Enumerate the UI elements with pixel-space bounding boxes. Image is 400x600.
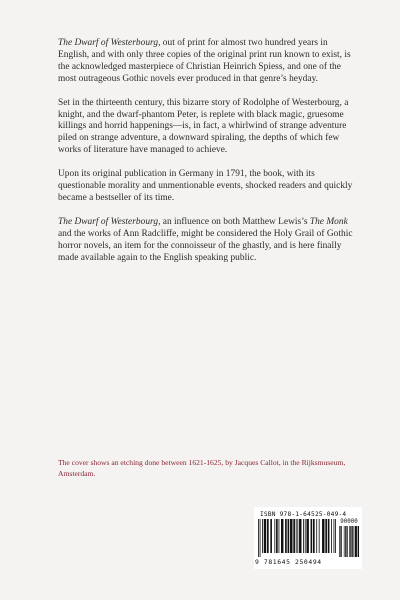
isbn-label: ISBN 978-1-64525-049-4 — [260, 511, 347, 518]
price-addon-digits: 90000 — [340, 519, 358, 525]
book-title: The Dwarf of Westerbourg — [58, 216, 159, 227]
paragraph-text: and the works of Ann Radcliffe, might be considered the Holy Grail of Gothic horror novels, an item for the connoisseur of the ghastly, and is here finally made available again to the English speaking public. — [58, 228, 353, 263]
referenced-title: The Monk — [309, 216, 348, 227]
paragraph-text: , out of print for almost two hundred years in English, and with only three copies of the original print run known to exist, is the acknowledged masterpiece of Christian Heinrich Spiess, and one of the most outrageous Gothic novels ever produced in that genre’s heyday. — [58, 38, 351, 84]
book-description — [58, 38, 358, 277]
isbn-barcode — [254, 507, 362, 569]
ean-barcode-bars — [258, 519, 336, 557]
description-paragraph-4 — [58, 217, 358, 265]
cover-credit: The cover shows an etching done between 1621-1625, by Jacques Callot, in the Rijksmuseum, Amsterdam. — [58, 458, 346, 478]
description-paragraph-1 — [58, 38, 358, 86]
addon-barcode-bars — [339, 526, 359, 557]
book-title: The Dwarf of Westerbourg — [58, 38, 159, 48]
paragraph-text: , an influence on both Matthew Lewis’s — [158, 216, 310, 227]
description-paragraph-3: Upon its original publication in Germany in 1791, the book, with its questionable morality and unmentionable events, shocked readers and quickly became a bestseller of its time. — [58, 169, 353, 203]
description-paragraph-2: Set in the thirteenth century, this bizarre story of Rodolphe of Westerbourg, a knight, and the dwarf-phantom Peter, is replete with black magic, gruesome killings and horrid happenings—is, in fact, a whirlwind of strange adventure piled on strange adventure, a downward spiraling, the depths of which few works of literature have managed to achieve. — [58, 97, 349, 156]
ean-digits: 9 781645 250494 — [255, 558, 322, 566]
